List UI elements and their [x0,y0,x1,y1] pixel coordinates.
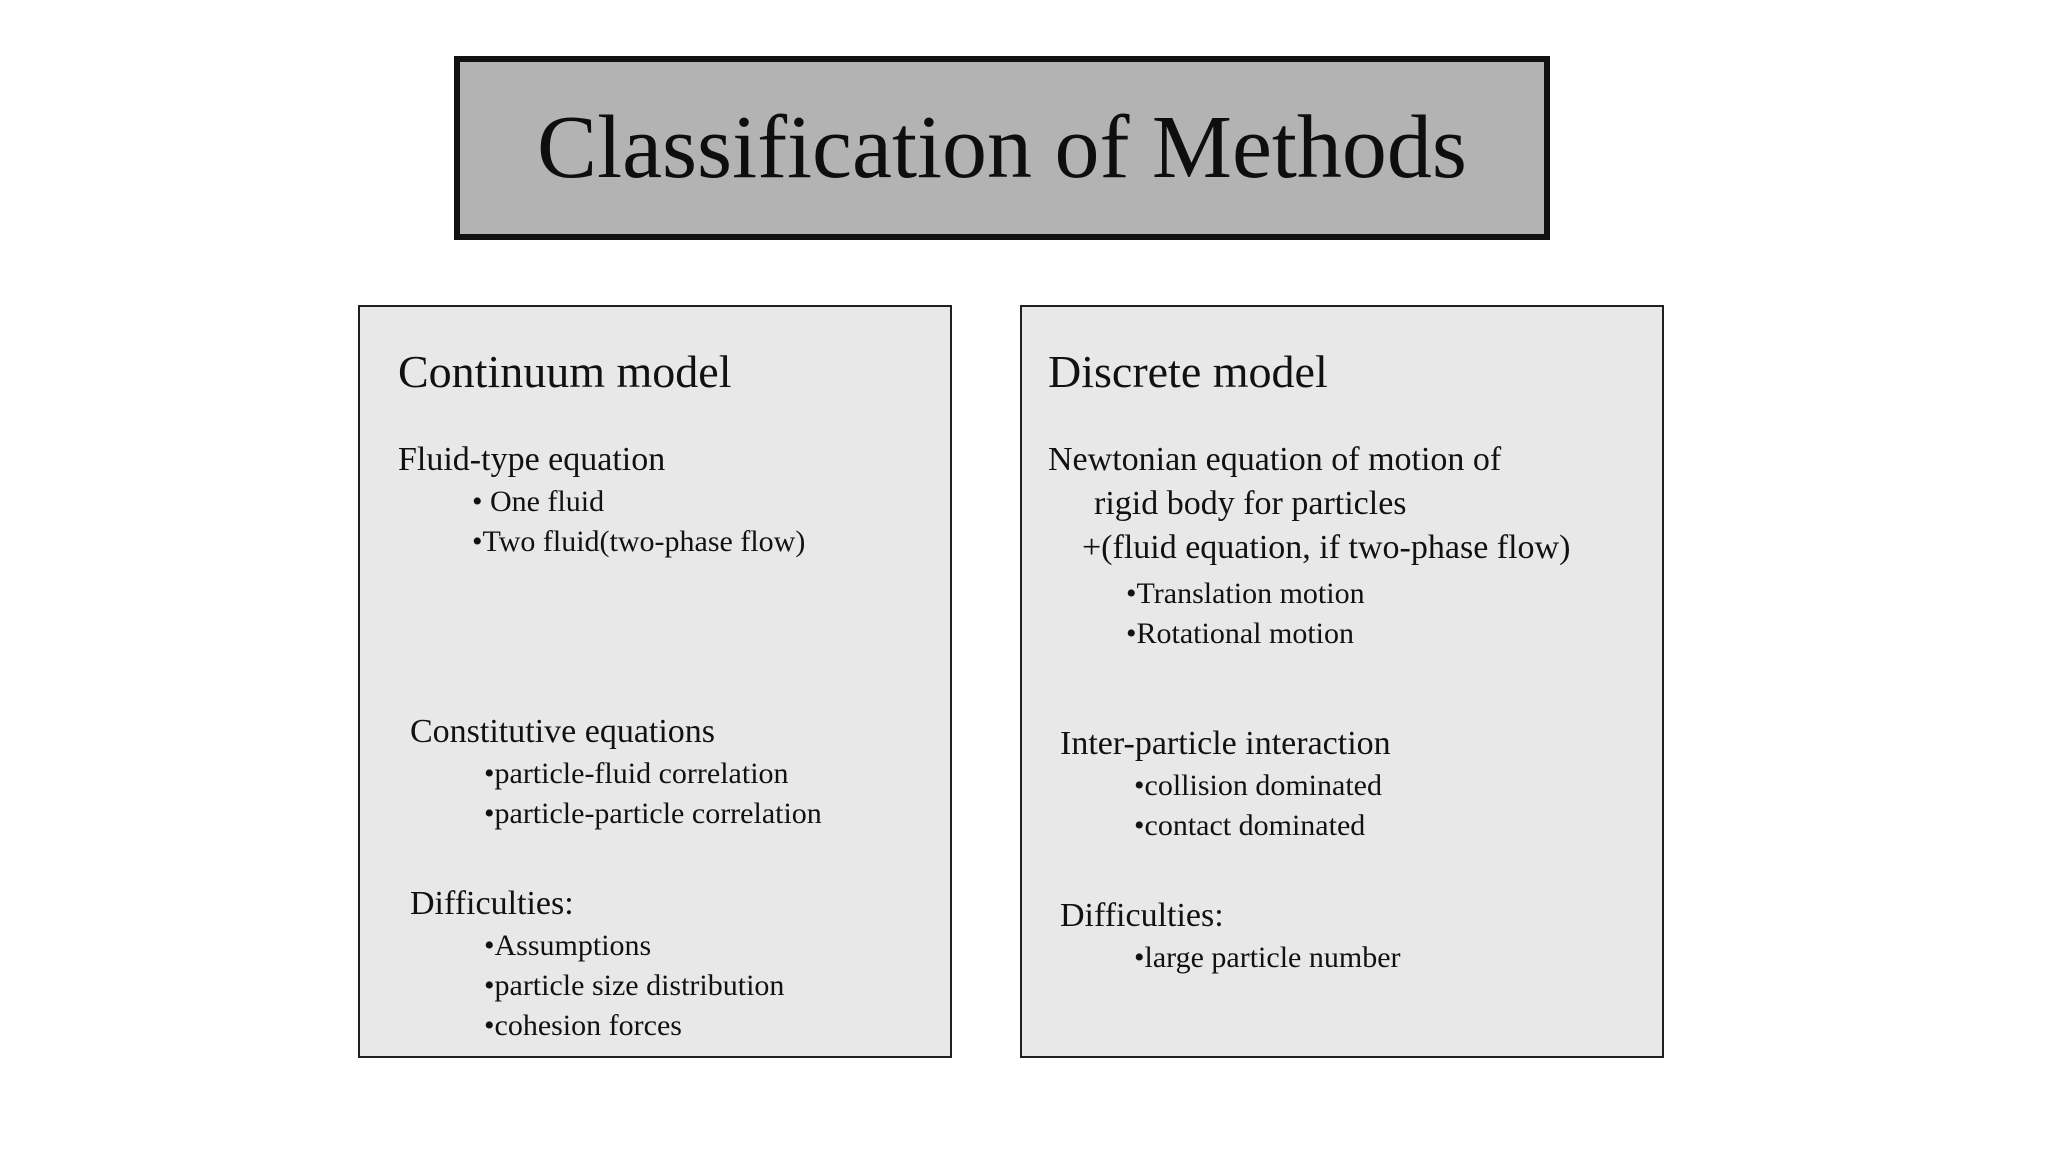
bullet-large-particle-number: •large particle number [1134,941,1401,974]
discrete-heading: Discrete model [1048,346,1328,397]
discrete-model-panel [1020,305,1664,1058]
interaction-label: Inter-particle interaction [1060,725,1391,762]
bullet-particle-particle: •particle-particle correlation [484,797,822,830]
bullet-translation-motion: •Translation motion [1126,577,1365,610]
title-box [454,56,1550,240]
bullet-size-distribution: •particle size distribution [484,969,785,1002]
newton-line-3: +(fluid equation, if two-phase flow) [1082,529,1571,566]
bullet-collision-dominated: •collision dominated [1134,769,1382,802]
bullet-rotational-motion: •Rotational motion [1126,617,1354,650]
discrete-difficulties-label: Difficulties: [1060,897,1224,934]
bullet-two-fluid: •Two fluid(two-phase flow) [472,525,806,558]
newton-line-2: rigid body for particles [1094,485,1407,522]
bullet-contact-dominated: •contact dominated [1134,809,1366,842]
bullet-assumptions: •Assumptions [484,929,652,962]
continuum-heading: Continuum model [398,346,732,397]
continuum-difficulties-label: Difficulties: [410,885,574,922]
newton-line-1: Newtonian equation of motion of [1048,441,1502,478]
bullet-cohesion-forces: •cohesion forces [484,1009,682,1042]
continuum-model-panel [358,305,952,1058]
bullet-one-fluid: • One fluid [472,485,605,518]
constitutive-label: Constitutive equations [410,713,716,750]
fluid-type-label: Fluid-type equation [398,441,666,478]
page-title: Classification of Methods [537,98,1467,197]
bullet-particle-fluid: •particle-fluid correlation [484,757,789,790]
